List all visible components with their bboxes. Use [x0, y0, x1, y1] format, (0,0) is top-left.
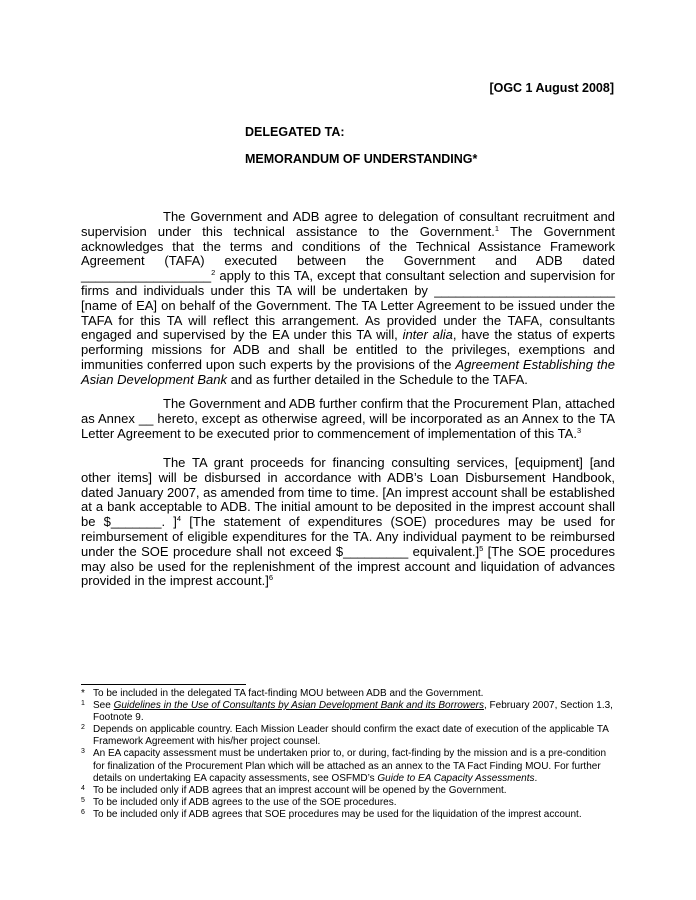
footnote-mark: 4: [81, 784, 85, 792]
paragraph-procurement-plan: [81, 397, 615, 441]
footnote-text: See: [93, 700, 114, 712]
footnote-mark: 3: [81, 748, 85, 756]
footnote-6: [81, 809, 615, 821]
title-memorandum: MEMORANDUM OF UNDERSTANDING*: [245, 152, 478, 166]
footnote-star: [81, 688, 615, 700]
title-delegated-ta: DELEGATED TA:: [245, 125, 345, 139]
paragraph-delegation: [81, 210, 615, 388]
footnote-text: Depends on applicable country. Each Mission Leader should confirm the exact date of execution of the applicable TA Framework Agreement with his/her project counsel.: [93, 724, 609, 748]
footnote-2: [81, 724, 615, 748]
footnote-ref-1: 1: [494, 223, 500, 233]
footnote-mark: 1: [81, 700, 85, 708]
p1-inter-alia: inter alia: [402, 327, 453, 343]
p1-text-b: The Government acknowledges that the terms and conditions of the Technical Assistance Framework Agreement (TAFA) executed between the Government and ADB dated __________________: [81, 223, 616, 284]
p1-text-a: The Government and ADB agree to delegation of consultant recruitment and supervision under this technical assistance to the Government.: [81, 209, 615, 239]
paragraph-disbursement: [81, 456, 615, 589]
footnote-ref-3: 3: [576, 425, 582, 435]
footnote-ref-4: 4: [176, 514, 182, 524]
footnote-text: To be included only if ADB agrees that SOE procedures may be used for the liquidation of the imprest account.: [93, 808, 582, 820]
footnote-text: To be included in the delegated TA fact-finding MOU between ADB and the Government.: [93, 688, 484, 699]
footnote-4: [81, 785, 615, 797]
p3-text-c: [The SOE procedures may also be used for the replenishment of the imprest account and liquidation of advances provided in the imprest account.]: [81, 543, 615, 589]
footnote-1: [81, 700, 615, 724]
p1-agreement-title: Agreement Establishing the Asian Development Bank: [81, 356, 616, 387]
p1-text-e: and as further detailed in the Schedule to the TAFA.: [226, 371, 528, 387]
footnote-text: .: [534, 772, 538, 784]
footnote-ref-6: 6: [268, 573, 274, 583]
footnote-text: To be included only if ADB agrees that an imprest account will be opened by the Government.: [93, 784, 507, 796]
footnote-text: To be included only if ADB agrees to the use of the SOE procedures.: [93, 796, 397, 808]
footnotes: [81, 688, 615, 821]
footnote-text: , February 2007, Section 1.3, Footnote 9.: [93, 700, 613, 724]
p3-text-b: [The statement of expenditures (SOE) procedures may be used for reimbursement of eligible expenditures for the TA. Any individual payment to be reimbursed under the SOE procedure shall not exceed $_________ equivalent.]: [81, 514, 615, 559]
footnote-mark: *: [81, 688, 85, 699]
footnote-ref-2: 2: [211, 268, 216, 278]
footnote-mark: 2: [81, 724, 85, 732]
p1-text-d: , have the status of experts performing missions for ADB and shall be entitled to the privileges, exemptions and immunities conferred upon such experts by the provisions of the: [81, 327, 615, 372]
footnote-separator: [81, 684, 246, 685]
footnote-text: An EA capacity assessment must be undertaken prior to, or during, fact-finding by the mission and is a pre-condition for finalization of the Procurement Plan which will be attached as an annex to the TA Fact Finding MOU. For further details on undertaking EA capacity assessments, see OSFMD’s: [93, 748, 607, 784]
footnote-mark: 5: [81, 796, 85, 804]
p1-text-c: apply to this TA, except that consultant selection and supervision for firms and individuals under this TA will be undertaken by _________________________ [name of EA] on behalf of the Government. The TA Letter Agreement to be issued under the TAFA for this TA will reflect this arrangement. As provided under the TAFA, consultants engaged and supervised by the EA under this TA will,: [81, 268, 615, 343]
footnote-ref-5: 5: [479, 543, 484, 553]
p3-text-a: The TA grant proceeds for financing consulting services, [equipment] [and other items] will be disbursed in accordance with ADB’s Loan Disbursement Handbook, dated January 2007, as amended from time to time. [An imprest account shall be established at a bank acceptable to ADB. The initial amount to be deposited in the imprest account shall be $_______. ]: [81, 455, 616, 530]
guidelines-link: Guidelines in the Use of Consultants by Asian Development Bank and its Borrowers: [113, 700, 484, 712]
footnote-5: [81, 797, 615, 809]
document-reference: [OGC 1 August 2008]: [489, 81, 614, 95]
guide-title: Guide to EA Capacity Assessments: [377, 772, 535, 784]
footnote-mark: 6: [81, 808, 85, 816]
p2-text: The Government and ADB further confirm that the Procurement Plan, attached as Annex __ hereto, except as otherwise agreed, will be incorporated as an Annex to the TA Letter Agreement to be executed prior to commencement of implementation of this TA.: [81, 396, 615, 441]
footnote-3: [81, 748, 615, 784]
